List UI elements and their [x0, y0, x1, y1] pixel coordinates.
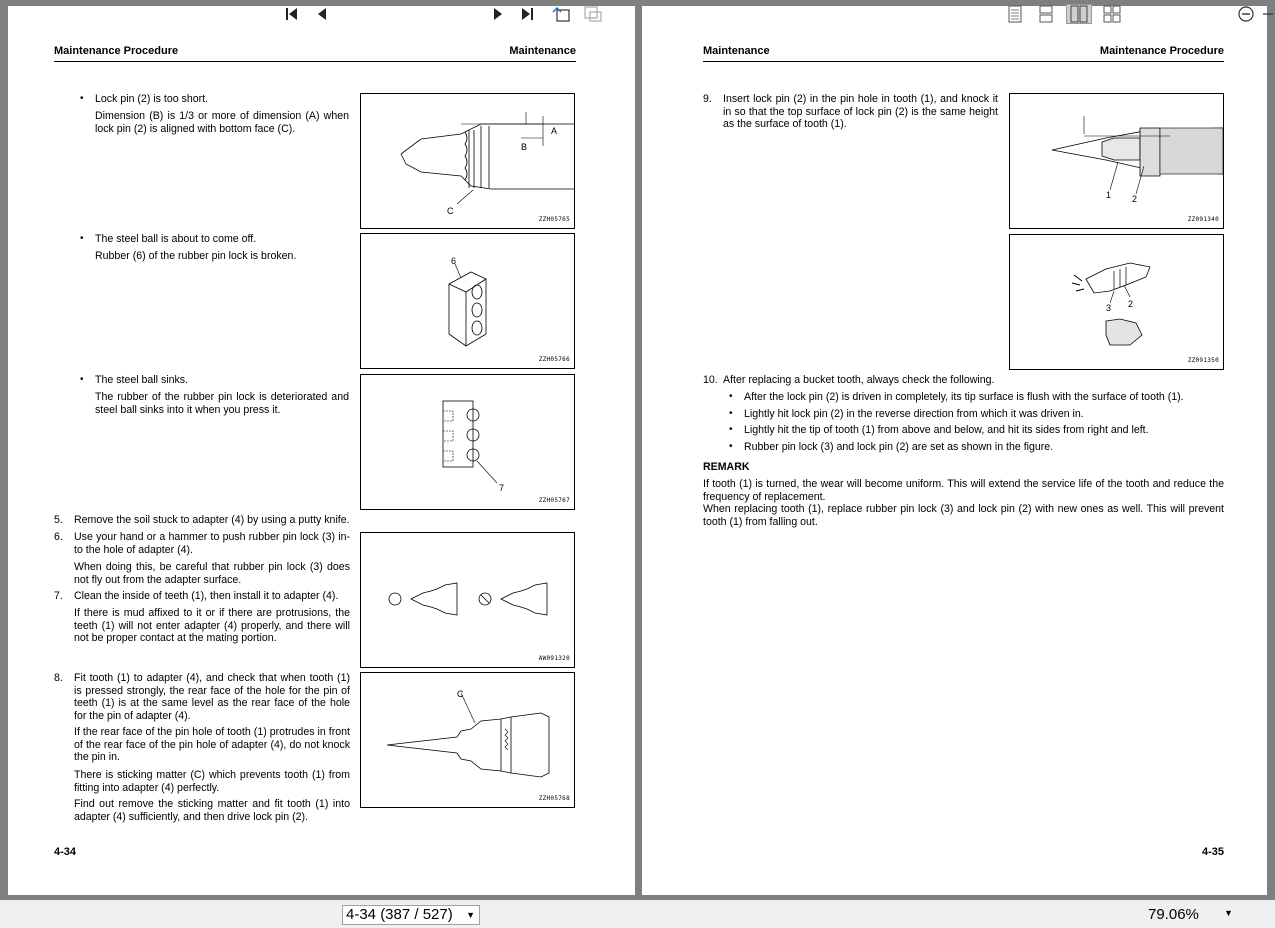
figure-code: ZZH05765 — [538, 216, 570, 223]
figure-label: 3 — [1106, 303, 1112, 313]
facing-view-button[interactable] — [1066, 4, 1092, 24]
step-note: If the rear face of the pin hole of tooth (1) protrudes in front of the rear face of the pin hole of adapter (4), do not knock the pin in. — [74, 726, 350, 764]
page-number-value: 4-34 (387 / 527) — [346, 906, 453, 923]
zoom-level[interactable]: 79.06% — [1148, 906, 1199, 923]
go-forward-icon — [583, 5, 603, 23]
header-rule — [54, 61, 576, 62]
check-item: Lightly hit lock pin (2) in the reverse direction from which it was driven in. — [744, 408, 1084, 420]
step-text: Fit tooth (1) to adapter (4), and check that when tooth (1) is pressed strongly, the rear face of the hole for the pin of teeth (1) is at the same level as the rear face of the hole for the pin of adapter (4). — [74, 672, 350, 722]
check-item: After the lock pin (2) is driven in completely, its tip surface is flush with the surface of tooth (1). — [744, 391, 1184, 403]
figure-rubber-broken — [360, 233, 575, 369]
bullet-mark: • — [729, 424, 733, 435]
figure-label: B — [521, 142, 528, 152]
step-text: Clean the inside of teeth (1), then install it to adapter (4). — [74, 590, 339, 602]
zoom-slider-handle[interactable] — [1260, 4, 1274, 24]
right-header-title: Maintenance Procedure — [1099, 45, 1224, 57]
page-number: 4-34 — [54, 846, 77, 858]
figure-label: 2 — [1132, 194, 1138, 204]
go-back-icon — [551, 5, 571, 23]
figure-pin-lock-set — [1009, 234, 1224, 370]
last-page-button[interactable] — [518, 4, 538, 24]
continuous-page-icon — [1038, 5, 1054, 23]
step-number: 7. — [54, 590, 63, 602]
right-page — [642, 6, 1267, 895]
figure-lock-pin-drawing — [361, 94, 574, 228]
page-number: 4-35 — [1201, 846, 1224, 858]
go-back-button[interactable] — [550, 4, 572, 24]
single-page-view-button[interactable] — [1005, 4, 1025, 24]
step-number: 5. — [54, 514, 63, 526]
figure-fit-tooth — [360, 672, 575, 808]
step-number: 10. — [703, 374, 718, 386]
figure-label: 7 — [499, 483, 505, 493]
bullet-title: The steel ball sinks. — [95, 374, 189, 386]
previous-page-icon — [314, 6, 330, 22]
zoom-dropdown-icon[interactable]: ▼ — [1224, 908, 1233, 918]
bullet-mark: • — [729, 391, 733, 402]
figure-code: ZZ091340 — [1187, 216, 1219, 223]
figure-pinlock-drawing — [1010, 235, 1223, 369]
continuous-facing-icon — [1102, 5, 1122, 23]
next-page-button[interactable] — [489, 4, 507, 24]
step-text: After replacing a bucket tooth, always check the following. — [723, 374, 995, 386]
step-note: There is sticking matter (C) which prevents tooth (1) from fitting into adapter (4) perfectly. — [74, 769, 350, 794]
continuous-facing-view-button[interactable] — [1100, 4, 1124, 24]
first-page-icon — [284, 6, 300, 22]
step-text: Use your hand or a hammer to push rubber pin lock (3) in-to the hole of adapter (4). — [74, 531, 350, 556]
step-number: 6. — [54, 531, 63, 543]
slider-track-icon — [1261, 5, 1273, 23]
viewer-toolbar — [0, 900, 1275, 928]
figure-ball-drawing — [361, 375, 574, 509]
bullet-mark: • — [80, 93, 84, 104]
remark-text: When replacing tooth (1), replace rubber pin lock (3) and lock pin (2) with new ones as well. This will prevent tooth (1) from falling out. — [703, 503, 1224, 528]
header-rule — [703, 61, 1224, 62]
figure-label: 1 — [1106, 190, 1112, 200]
previous-page-button[interactable] — [313, 4, 331, 24]
step-text: Insert lock pin (2) in the pin hole in tooth (1), and knock it in so that the top surface of lock pin (2) is the same height as the surface of tooth (1). — [723, 93, 998, 131]
figure-code: ZZH05768 — [538, 795, 570, 802]
bullet-body: Rubber (6) of the rubber pin lock is broken. — [95, 250, 297, 262]
figure-label: A — [551, 126, 558, 136]
bullet-title: The steel ball is about to come off. — [95, 233, 257, 245]
facing-pages-icon — [1069, 5, 1089, 23]
figure-code: AW091320 — [538, 655, 570, 662]
figure-code: ZZH05767 — [538, 497, 570, 504]
step-note: When doing this, be careful that rubber pin lock (3) does not fly out from the adapter surface. — [74, 561, 350, 586]
figure-code: ZZH05766 — [538, 356, 570, 363]
figure-ball-sinks — [360, 374, 575, 510]
step-number: 8. — [54, 672, 63, 684]
figure-label: C — [447, 206, 454, 216]
remark-text: If tooth (1) is turned, the wear will become uniform. This will extend the service life of the tooth and reduce the frequency of replacement. — [703, 478, 1224, 503]
bullet-mark: • — [729, 408, 733, 419]
zoom-out-button[interactable] — [1236, 4, 1256, 24]
bullet-mark: • — [729, 441, 733, 452]
bullet-body: Dimension (B) is 1/3 or more of dimension (A) when lock pin (2) is aligned with bottom face (C). — [95, 110, 349, 135]
step-text: Remove the soil stuck to adapter (4) by using a putty knife. — [74, 514, 350, 526]
single-page-icon — [1007, 5, 1023, 23]
figure-rubber-drawing — [361, 234, 574, 368]
step-note: Find out remove the sticking matter and fit tooth (1) into adapter (4) sufficiently, and then drive lock pin (2). — [74, 798, 350, 823]
figure-code: ZZ091350 — [1187, 357, 1219, 364]
bullet-body: The rubber of the rubber pin lock is deteriorated and steel ball sinks into it when you press it. — [95, 391, 349, 416]
figure-insert-drawing — [1010, 94, 1223, 228]
step-number: 9. — [703, 93, 712, 105]
check-item: Rubber pin lock (3) and lock pin (2) are set as shown in the figure. — [744, 441, 1054, 453]
next-page-icon — [490, 6, 506, 22]
figure-insert-pin — [1009, 93, 1224, 229]
remark-title: REMARK — [703, 461, 750, 473]
figure-lock-pin-short — [360, 93, 575, 229]
left-header-title: Maintenance Procedure — [54, 45, 179, 57]
go-forward-button[interactable] — [582, 4, 604, 24]
first-page-button[interactable] — [283, 4, 301, 24]
left-page — [8, 6, 635, 895]
bullet-mark: • — [80, 374, 84, 385]
check-item: Lightly hit the tip of tooth (1) from above and below, and hit its sides from right and left. — [744, 424, 1149, 436]
bullet-mark: • — [80, 233, 84, 244]
figure-clean-drawing — [361, 533, 574, 667]
last-page-icon — [519, 6, 537, 22]
zoom-out-icon — [1237, 5, 1255, 23]
figure-fit-drawing — [361, 673, 574, 807]
bullet-title: Lock pin (2) is too short. — [95, 93, 209, 105]
figure-clean-teeth — [360, 532, 575, 668]
figure-label: C — [457, 689, 464, 699]
left-header-section: Maintenance — [509, 45, 576, 57]
figure-label: 6 — [451, 256, 457, 266]
page-number-dropdown[interactable] — [342, 905, 480, 925]
continuous-view-button[interactable] — [1036, 4, 1056, 24]
right-header-section: Maintenance — [703, 45, 770, 57]
chevron-down-icon: ▼ — [466, 910, 475, 920]
figure-label: 2 — [1128, 299, 1134, 309]
step-note: If there is mud affixed to it or if there are protrusions, the teeth (1) will not enter adapter (4) properly, and there will not be proper contact at the mating portion. — [74, 607, 350, 645]
